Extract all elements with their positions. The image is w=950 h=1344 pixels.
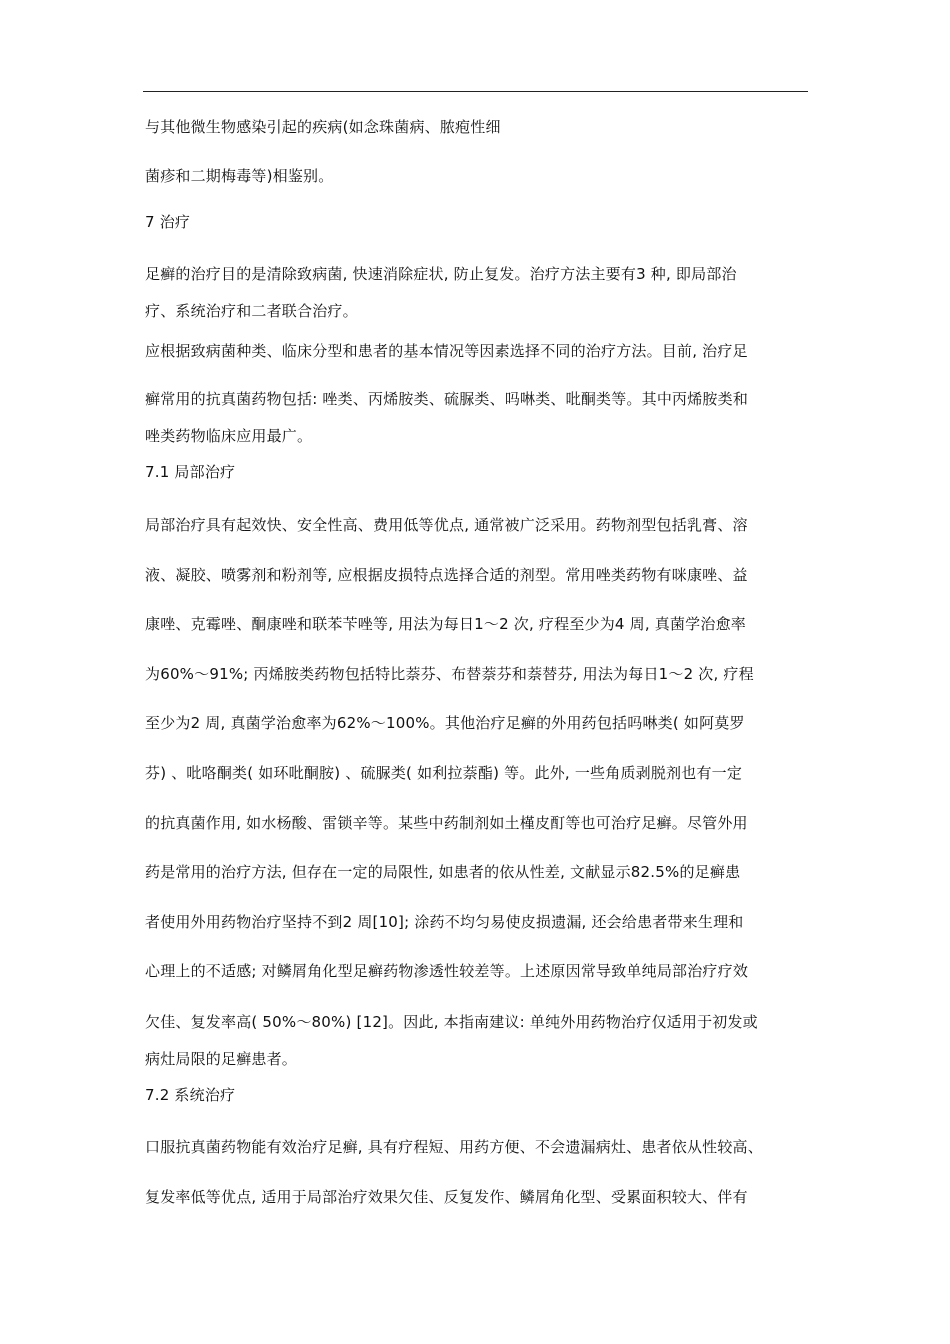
paragraph-line: 药是常用的治疗方法, 但存在一定的局限性, 如患者的依从性差, 文献显示82.5%的足癣患 — [145, 863, 741, 881]
paragraph-line: 应根据致病菌种类、临床分型和患者的基本情况等因素选择不同的治疗方法。目前, 治疗足 — [145, 342, 748, 360]
section-heading: 7.1 局部治疗 — [145, 463, 236, 481]
paragraph-line: 心理上的不适感; 对鳞屑角化型足癣药物渗透性较差等。上述原因常导致单纯局部治疗疗效 — [145, 962, 749, 980]
paragraph-line: 病灶局限的足癣患者。 — [145, 1050, 298, 1068]
paragraph-line: 芬) 、吡咯酮类( 如环吡酮胺) 、硫脲类( 如利拉萘酯) 等。此外, 一些角质剥脱剂也有一定 — [145, 764, 743, 782]
paragraph-line: 疗、系统治疗和二者联合治疗。 — [145, 302, 358, 320]
paragraph-line: 至少为2 周, 真菌学治愈率为62%～100%。其他治疗足癣的外用药包括吗啉类( 如阿莫罗 — [145, 714, 745, 732]
paragraph-line: 康唑、克霉唑、酮康唑和联苯苄唑等, 用法为每日1～2 次, 疗程至少为4 周, 真菌学治愈率 — [145, 615, 746, 633]
paragraph-line: 唑类药物临床应用最广。 — [145, 427, 313, 445]
header-rule — [143, 91, 808, 92]
paragraph-line: 足癣的治疗目的是清除致病菌, 快速消除症状, 防止复发。治疗方法主要有3 种, 即局部治 — [145, 265, 737, 283]
paragraph-line: 液、凝胶、喷雾剂和粉剂等, 应根据皮损特点选择合适的剂型。常用唑类药物有咪康唑、益 — [145, 566, 748, 584]
paragraph-line: 与其他微生物感染引起的疾病(如念珠菌病、脓疱性细 — [145, 118, 501, 136]
paragraph-line: 为60%～91%; 丙烯胺类药物包括特比萘芬、布替萘芬和萘替芬, 用法为每日1～2 次, 疗程 — [145, 665, 754, 683]
section-heading: 7.2 系统治疗 — [145, 1086, 236, 1104]
paragraph-line: 局部治疗具有起效快、安全性高、费用低等优点, 通常被广泛采用。药物剂型包括乳膏、溶 — [145, 516, 748, 534]
section-heading: 7 治疗 — [145, 213, 191, 231]
paragraph-line: 者使用外用药物治疗坚持不到2 周[10]; 涂药不均匀易使皮损遗漏, 还会给患者带来生理和 — [145, 913, 744, 931]
paragraph-line: 菌疹和二期梅毒等)相鉴别。 — [145, 167, 334, 185]
paragraph-line: 癣常用的抗真菌药物包括: 唑类、丙烯胺类、硫脲类、吗啉类、吡酮类等。其中丙烯胺类和 — [145, 390, 749, 408]
paragraph-line: 复发率低等优点, 适用于局部治疗效果欠佳、反复发作、鳞屑角化型、受累面积较大、伴有 — [145, 1188, 748, 1206]
paragraph-line: 的抗真菌作用, 如水杨酸、雷锁辛等。某些中药制剂如土槿皮酊等也可治疗足癣。尽管外用 — [145, 814, 748, 832]
paragraph-line: 口服抗真菌药物能有效治疗足癣, 具有疗程短、用药方便、不会遗漏病灶、患者依从性较高、 — [145, 1138, 763, 1156]
paragraph-line: 欠佳、复发率高( 50%～80%) [12]。因此, 本指南建议: 单纯外用药物治疗仅适用于初发或 — [145, 1013, 758, 1031]
